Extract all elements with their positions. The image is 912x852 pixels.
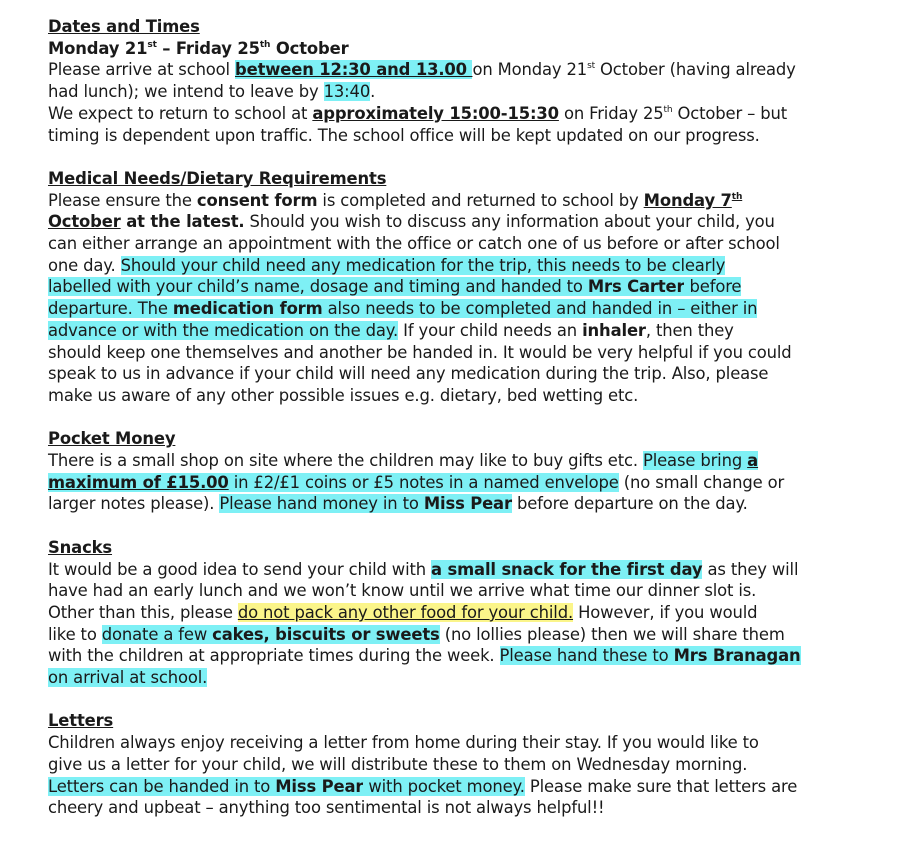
letter-document — [48, 16, 866, 841]
section-heading-pocket-money: Pocket Money — [48, 429, 176, 449]
return-paragraph: We expect to return to school at approximately 15:00-15:30 on Friday 25th October – but timing is dependent upon traffic. The school office will be kept updated on our progress. — [48, 103, 788, 145]
section-heading-snacks: Snacks — [48, 537, 113, 557]
section-heading-dates-times: Dates and Times — [48, 17, 200, 36]
section-medical — [48, 168, 866, 407]
section-dates-times — [48, 16, 866, 146]
consent-form-term: consent form — [196, 190, 318, 210]
section-snacks — [48, 537, 866, 689]
cropped-previous-line — [290, 0, 550, 2]
no-food-warning: do not pack any other food for your child. — [237, 602, 574, 622]
pocket-money-paragraph: There is a small shop on site where the children may like to buy gifts etc. Please bring a maximum of £15.00 in £2/£1 coins or £5 notes in a named envelope (no small change or larger notes please). Please hand money in to Miss Pear before departure on the day. — [48, 451, 785, 514]
medical-paragraph: Please ensure the consent form is completed and returned to school by Monday 7th October at the latest. Should you wish to discuss any information about your child, you can either arrange an appointment with the office or catch one of us before or after school one day. Should your child need any medication for the trip, this needs to be clearly labelled with your child’s name, dosage and timing and handed to Mrs Carter before departure. The medication form also needs to be completed and handed in – either in advance or with the medication on the day. If your child needs an inhaler, then they should keep one themselves and another be handed in. It would be very helpful if you could speak to us in advance if your child will need any medication during the trip. Also, please make us aware of any other possible issues e.g. dietary, bed wetting etc. — [48, 190, 792, 405]
letters-paragraph: Children always enjoy receiving a letter from home during their stay. If you would like to give us a letter for your child, we will distribute these to them on Wednesday morning. Letters can be handed in to Miss Pear with pocket money. Please make sure that letters are cheery and upbeat – anything too sentimental is not always helpful!! — [48, 733, 798, 818]
departure-time-highlight: 13:40 — [323, 82, 371, 102]
section-pocket-money — [48, 428, 866, 515]
max-pocket-money: maximum of £15.00 — [48, 472, 229, 492]
medication-highlight: Should your child need any medication for the trip, this needs to be clearly — [120, 255, 726, 275]
arrival-time-highlight: between 12:30 and 13.00 — [235, 60, 473, 80]
return-time: approximately 15:00-15:30 — [312, 103, 559, 123]
consent-deadline: Monday 7 — [643, 190, 732, 210]
arrival-paragraph: Please arrive at school between 12:30 and 13.00 on Monday 21st October (having already had lunch); we intend to leave by 13:40. — [48, 60, 796, 102]
section-heading-letters: Letters — [48, 711, 114, 731]
trip-dates: Monday 21st – Friday 25th October — [48, 38, 349, 58]
snacks-paragraph: It would be a good idea to send your child with a small snack for the first day as they will have had an early lunch and we won’t know until we arrive what time our dinner slot is. Other than this, please do not pack any other food for your child. However, if you would like to donate a few cakes, biscuits or sweets (no lollies please) then we will share them with the children at appropriate times during the week. Please hand these to Mrs Branagan on arrival at school. — [48, 559, 801, 688]
section-letters — [48, 710, 866, 819]
section-heading-medical: Medical Needs/Dietary Requirements — [48, 168, 387, 188]
